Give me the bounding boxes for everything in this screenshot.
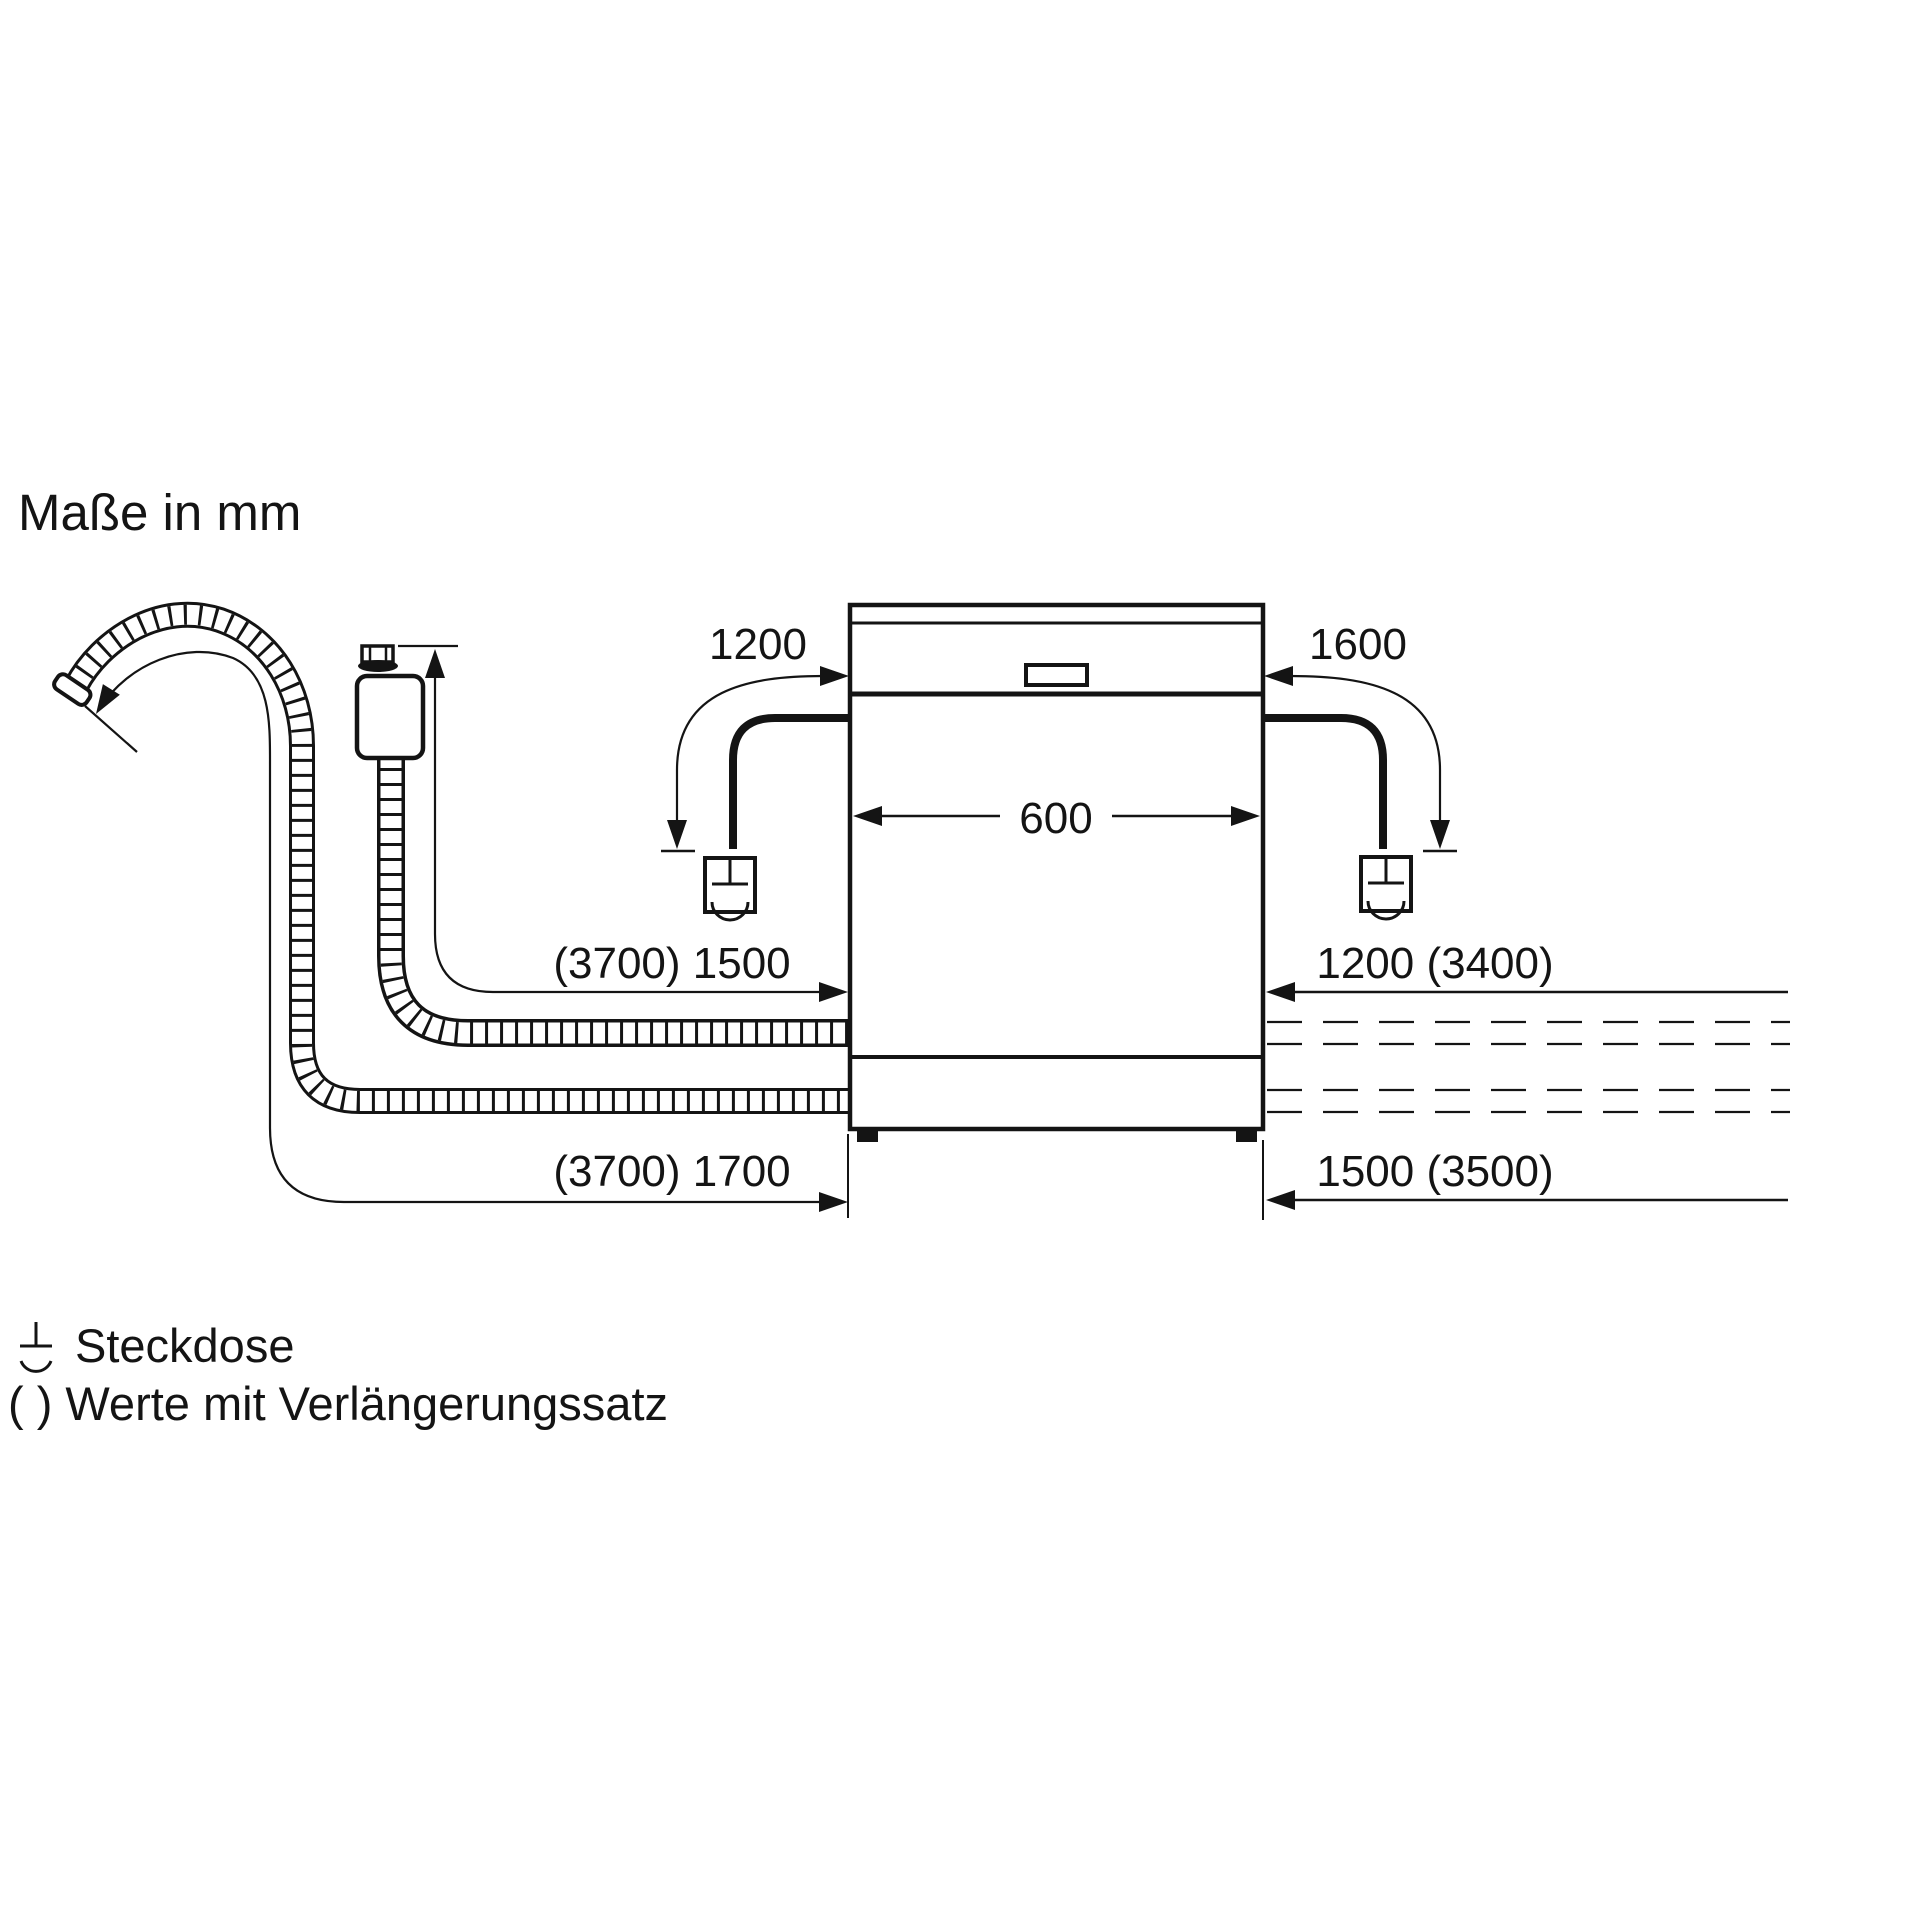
aquastop-valve (357, 646, 423, 758)
drain-hose-end-tick (85, 706, 137, 752)
leader-arrow-to-appliance (819, 1192, 848, 1212)
leader-arrow-up (425, 649, 445, 678)
page-title: Maße in mm (18, 484, 302, 541)
dim-label-appliance-width: 600 (1019, 794, 1093, 843)
dishwasher-front-view (850, 605, 1263, 1142)
dim-label-drain-hose-left: (3700) 1700 (553, 1147, 791, 1196)
door-handle (1026, 665, 1087, 685)
power-cord-right (1263, 718, 1383, 849)
dim-label-power-cord-right: 1600 (1309, 620, 1407, 669)
dim-label-supply-hose-right: 1200 (3400) (1316, 939, 1554, 988)
appliance-foot-left (857, 1129, 878, 1142)
power-cord-left-dimension (661, 666, 849, 851)
legend-socket-icon (20, 1322, 52, 1371)
socket-box-left (705, 858, 755, 920)
dim-label-power-cord-left: 1200 (709, 620, 807, 669)
appliance-foot-right (1236, 1129, 1257, 1142)
socket-box-right (1361, 857, 1411, 919)
power-cord-right-dimension (1264, 666, 1457, 851)
legend-parentheses-note: ( ) Werte mit Verlängerungssatz (8, 1377, 668, 1430)
dim-label-supply-hose-left: (3700) 1500 (553, 939, 791, 988)
power-cord-left (733, 718, 850, 849)
dim-label-drain-hose-right: 1500 (3500) (1316, 1147, 1554, 1196)
legend-socket-label: Steckdose (75, 1319, 295, 1372)
dashed-hose-routing-right (1267, 1022, 1790, 1112)
leader-arrow-to-appliance (819, 982, 848, 1002)
